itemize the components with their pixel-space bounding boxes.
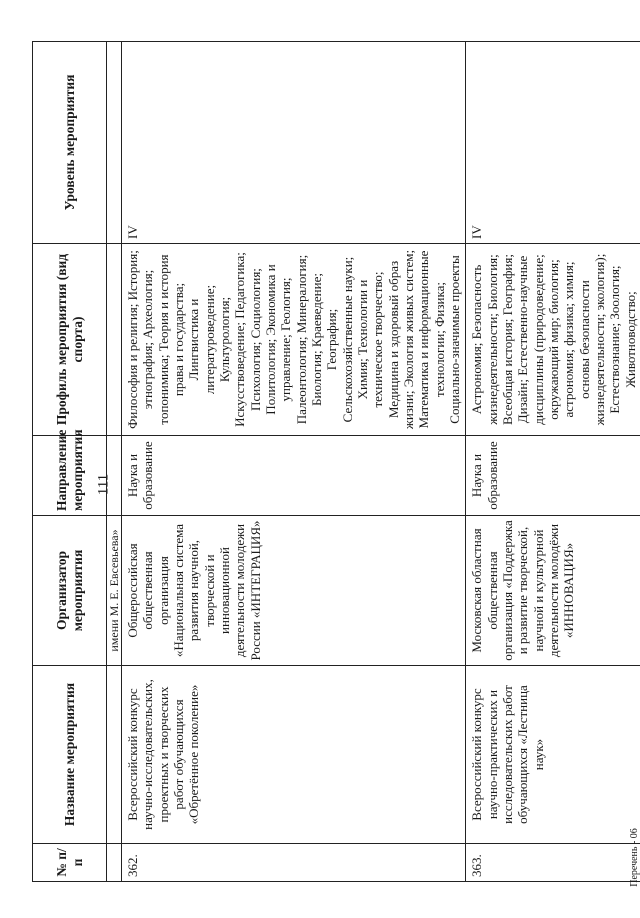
event-profile: Философия и религия; История; этнография; Археология; топонимика; Теория и история права и государства; Лингвистика и литературоведение; Культурология; Искусствоведение; Педагогика; Психология; Социология; Политология; Экономика и управление; Геология; Палеонтология; Минералогия; Биология; Краеведение; География; Сельскохозяйственные науки; Химия; Технологии и техническое творчество; Медицина и здоровый образ жизни; Экология живых систем; Математика и информационные технологии; Физика; Социально-значимые проекты <box>122 244 466 436</box>
header-number: № п/п <box>33 844 107 882</box>
footer-note: Перечень - 06 <box>628 828 640 887</box>
header-direction: Направление мероприятия <box>33 436 107 516</box>
event-direction: Наука и образование <box>466 436 640 516</box>
header-name: Название мероприятия <box>33 666 107 844</box>
header-organizer: Организатор мероприятия <box>33 516 107 666</box>
event-name: Всероссийский конкурс научно-исследовательских, проектных и творческих работ обучающихся «Обретённое поколение» <box>122 666 466 844</box>
event-name: Всероссийский конкурс научно-практических и исследовательских работ обучающихся «Лестница наук» <box>466 666 640 844</box>
header-level: Уровень мероприятия <box>33 42 107 244</box>
event-direction: Наука и образование <box>122 436 466 516</box>
events-table <box>32 41 640 882</box>
table-row <box>466 42 640 882</box>
page-number: 111 <box>95 473 112 496</box>
row-number: 362. <box>122 844 466 882</box>
continuation-organizer: имени М. Е. Евсевьева» <box>107 516 122 666</box>
header-profile: Профиль мероприятия (вид спорта) <box>33 244 107 436</box>
event-organizer: Общероссийская общественная организация «Национальная система развития научной, творческой и инновационной деятельности молодежи России «ИНТЕГРАЦИЯ» <box>122 516 466 666</box>
continuation-row <box>107 42 122 882</box>
event-level: IV <box>466 42 640 244</box>
event-level: IV <box>122 42 466 244</box>
table-header-row <box>33 42 107 882</box>
table-row <box>122 42 466 882</box>
event-organizer: Московская областная общественная организация «Поддержка и развитие творческой, научной и культурной деятельности молодёжи «ИННОВАЦИЯ» <box>466 516 640 666</box>
row-number: 363. <box>466 844 640 882</box>
event-profile: Астрономия; Безопасность жизнедеятельности; Биология; Всеобщая история; География; Дизайн; Естественно-научные дисциплины (природоведение; окружающий мир; биология; астрономия; физика; химия; основы безопасности жизнедеятельности; экология); Естествознание; Зоология; Животноводство; <box>466 244 640 436</box>
